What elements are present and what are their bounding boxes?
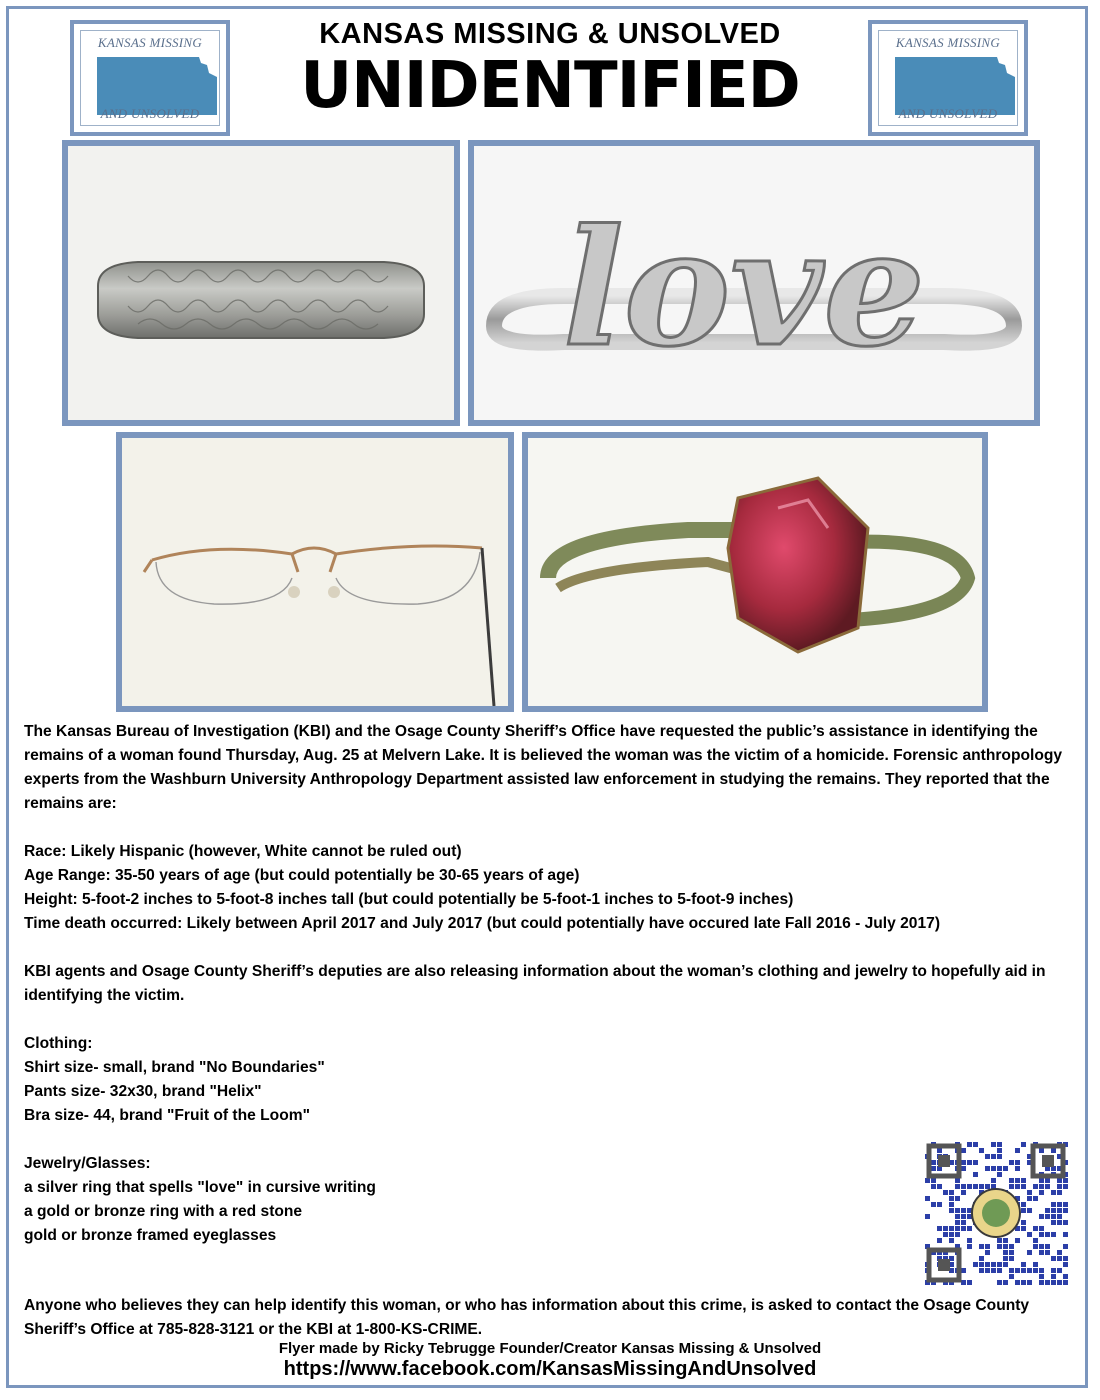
intro-paragraph: The Kansas Bureau of Investigation (KBI) and the Osage County Sheriff’s Office have requested the public’s assistance in identifying the remains of a woman found Thursday, Aug. 25 at Melvern Lake. It is believed the woman was the victim of a homicide. Forensic anthropology experts from the Washburn University Anthropology Department assisted law enforcement in studying the remains. They reported that the remains are: [24, 723, 1063, 812]
release-note: KBI agents and Osage County Sheriff’s deputies are also releasing information about the woman’s clothing and jewelry to hopefully aid in identifying the victim. [24, 963, 1046, 1004]
detail-height: Height: 5-foot-2 inches to 5-foot-8 inches tall (but could potentially be 5-foot-1 inches to 5-foot-9 inches) [24, 891, 794, 908]
photo-love-ring [468, 140, 1040, 426]
detail-time-of-death: Time death occurred: Likely between April 2017 and July 2017 (but could potentially have occured late Fall 2016 - July 2017) [24, 915, 941, 932]
jewelry-heading: Jewelry/Glasses: [24, 1155, 151, 1172]
closing-paragraph: Anyone who believes they can help identify this woman, or who has information about this crime, is asked to contact the Osage County Sheriff’s Office at 785-828-3121 or the KBI at 1-800-KS-CRIME. [24, 1297, 1030, 1338]
jewelry-item: a silver ring that spells "love" in cursive writing [24, 1179, 376, 1196]
logo-bottom-text: AND UNSOLVED [898, 106, 998, 121]
photo-engraved-band-ring [62, 140, 460, 426]
jewelry-item: gold or bronze framed eyeglasses [24, 1227, 277, 1244]
flyer-credit: Flyer made by Ricky Tebrugge Founder/Creator Kansas Missing & Unsolved [278, 1340, 822, 1357]
clothing-item: Pants size- 32x30, brand "Helix" [24, 1083, 262, 1100]
kansas-missing-logo-left [70, 20, 230, 136]
logo-top-text: KANSAS MISSING [97, 35, 203, 50]
photo-eyeglasses [116, 432, 514, 712]
logo-top-text: KANSAS MISSING [895, 35, 1001, 50]
detail-race: Race: Likely Hispanic (however, White cannot be ruled out) [24, 843, 462, 860]
clothing-item: Shirt size- small, brand "No Boundaries" [24, 1059, 325, 1076]
qr-code[interactable] [921, 1138, 1071, 1288]
kansas-missing-logo-right [868, 20, 1028, 136]
logo-bottom-text: AND UNSOLVED [100, 106, 200, 121]
header-top-line: KANSAS MISSING & UNSOLVED [319, 18, 781, 50]
page-title: UNIDENTIFIED [300, 49, 800, 123]
clothing-item: Bra size- 44, brand "Fruit of the Loom" [24, 1107, 310, 1124]
clothing-heading: Clothing: [24, 1035, 93, 1052]
photo-red-stone-ring [522, 432, 988, 712]
detail-age-range: Age Range: 35-50 years of age (but could potentially be 30-65 years of age) [24, 867, 580, 884]
jewelry-item: a gold or bronze ring with a red stone [24, 1203, 303, 1220]
love-ring-word: love [562, 194, 926, 382]
facebook-link[interactable]: https://www.facebook.com/KansasMissingAndUnsolved [283, 1358, 817, 1380]
